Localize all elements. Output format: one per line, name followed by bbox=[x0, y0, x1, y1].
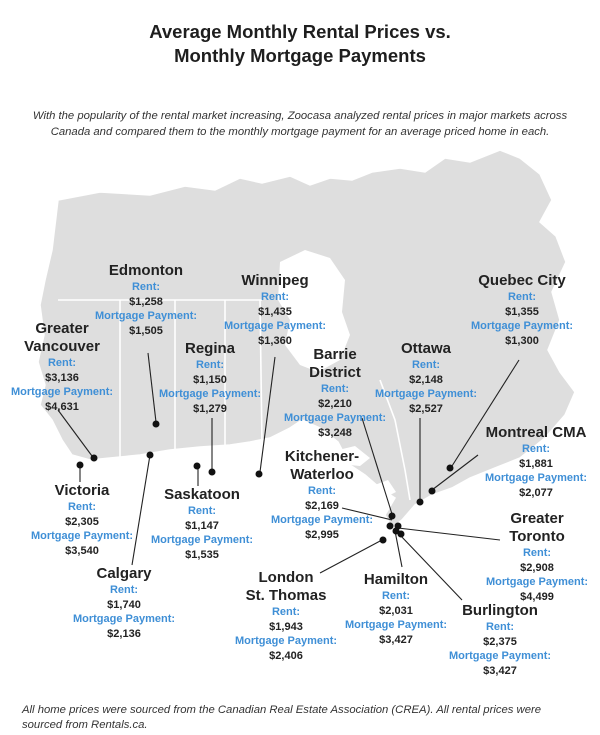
rent-label: Rent: bbox=[381, 590, 411, 602]
rent-value: $1,355 bbox=[505, 305, 539, 318]
mortgage-value: $1,360 bbox=[258, 334, 292, 347]
source-footnote: All home prices were sourced from the Canadian Real Estate Association (CREA). All rental prices were sourced from Rentals.ca. bbox=[22, 704, 542, 731]
mortgage-value: $3,427 bbox=[379, 633, 413, 646]
rent-label: Rent: bbox=[320, 383, 350, 395]
rent-label: Rent: bbox=[131, 281, 161, 293]
mortgage-label: Mortgage Payment: bbox=[374, 388, 478, 400]
marker-montreal bbox=[429, 488, 436, 495]
marker-barrie bbox=[389, 513, 396, 520]
city-name: Edmonton bbox=[108, 262, 184, 279]
rent-label: Rent: bbox=[521, 443, 551, 455]
rent-label: Rent: bbox=[307, 485, 337, 497]
rent-value: $2,210 bbox=[318, 397, 352, 410]
marker-quebec-city bbox=[447, 465, 454, 472]
city-name: Winnipeg bbox=[241, 272, 309, 289]
rent-value: $2,148 bbox=[409, 373, 443, 386]
mortgage-label: Mortgage Payment: bbox=[484, 472, 588, 484]
city-name-line-2: St. Thomas bbox=[245, 587, 327, 604]
mortgage-value: $1,505 bbox=[129, 324, 163, 337]
mortgage-label: Mortgage Payment: bbox=[283, 412, 387, 424]
mortgage-value: $3,248 bbox=[318, 426, 352, 439]
mortgage-label: Mortgage Payment: bbox=[10, 386, 114, 398]
city-winnipeg bbox=[215, 272, 335, 348]
rent-label: Rent: bbox=[195, 359, 225, 371]
mortgage-value: $2,077 bbox=[519, 486, 553, 499]
mortgage-label: Mortgage Payment: bbox=[344, 619, 448, 631]
city-name-line-2: Vancouver bbox=[24, 338, 100, 355]
rent-value: $2,031 bbox=[379, 604, 413, 617]
city-name-line-1: Barrie bbox=[313, 346, 357, 363]
rent-label: Rent: bbox=[507, 291, 537, 303]
city-name: Montreal CMA bbox=[485, 424, 587, 441]
rent-value: $1,435 bbox=[258, 305, 292, 318]
rent-label: Rent: bbox=[187, 505, 217, 517]
mortgage-value: $1,279 bbox=[193, 402, 227, 415]
mortgage-label: Mortgage Payment: bbox=[94, 310, 198, 322]
marker-kitchener bbox=[387, 523, 394, 530]
rent-label: Rent: bbox=[47, 357, 77, 369]
rent-label: Rent: bbox=[271, 606, 301, 618]
city-kitchener-waterloo bbox=[262, 448, 382, 542]
rent-value: $1,881 bbox=[519, 457, 553, 470]
city-name-line-2: Waterloo bbox=[290, 466, 354, 483]
mortgage-label: Mortgage Payment: bbox=[158, 388, 262, 400]
rent-value: $1,258 bbox=[129, 295, 163, 308]
mortgage-value: $2,995 bbox=[305, 528, 339, 541]
rent-value: $1,147 bbox=[185, 519, 219, 532]
city-greater-toronto bbox=[476, 510, 598, 604]
marker-burlington bbox=[398, 531, 405, 538]
mortgage-label: Mortgage Payment: bbox=[223, 320, 327, 332]
city-name: Saskatoon bbox=[164, 486, 240, 503]
city-saskatoon bbox=[142, 486, 262, 562]
mortgage-value: $4,631 bbox=[45, 400, 79, 413]
city-name-line-2: Toronto bbox=[509, 528, 565, 545]
city-regina bbox=[150, 340, 270, 416]
city-name-line-1: Kitchener- bbox=[284, 448, 360, 465]
rent-value: $2,375 bbox=[483, 635, 517, 648]
city-london-st-thomas bbox=[226, 569, 346, 663]
city-name: Victoria bbox=[54, 482, 110, 499]
rent-value: $3,136 bbox=[45, 371, 79, 384]
rent-label: Rent: bbox=[522, 547, 552, 559]
marker-greater-vancouver bbox=[91, 455, 98, 462]
rent-value: $1,943 bbox=[269, 620, 303, 633]
mortgage-value: $2,527 bbox=[409, 402, 443, 415]
title-line-2: Monthly Mortgage Payments bbox=[174, 45, 426, 66]
city-name: Ottawa bbox=[400, 340, 451, 357]
city-calgary bbox=[64, 565, 184, 641]
city-victoria bbox=[20, 482, 144, 558]
rent-value: $2,305 bbox=[65, 515, 99, 528]
marker-victoria bbox=[77, 462, 84, 469]
city-ottawa bbox=[366, 340, 486, 416]
city-name-line-1: London bbox=[258, 569, 314, 586]
subtitle: With the popularity of the rental market increasing, Zoocasa analyzed rental prices in major markets across Canada and compared them to the monthly mortgage payment for an average priced home in each. bbox=[32, 110, 568, 138]
rent-value: $2,908 bbox=[520, 561, 554, 574]
rent-label: Rent: bbox=[260, 291, 290, 303]
marker-calgary bbox=[147, 452, 154, 459]
rent-value: $2,169 bbox=[305, 499, 339, 512]
mortgage-label: Mortgage Payment: bbox=[72, 613, 176, 625]
city-burlington bbox=[438, 602, 562, 678]
rent-value: $1,740 bbox=[107, 598, 141, 611]
mortgage-label: Mortgage Payment: bbox=[470, 320, 574, 332]
city-quebec-city bbox=[462, 272, 582, 348]
mortgage-value: $2,406 bbox=[269, 649, 303, 662]
rent-label: Rent: bbox=[485, 621, 515, 633]
mortgage-label: Mortgage Payment: bbox=[30, 530, 134, 542]
mortgage-label: Mortgage Payment: bbox=[448, 650, 552, 662]
rent-label: Rent: bbox=[411, 359, 441, 371]
title-line-1: Average Monthly Rental Prices vs. bbox=[149, 21, 451, 42]
mortgage-value: $2,136 bbox=[107, 627, 141, 640]
mortgage-label: Mortgage Payment: bbox=[234, 635, 338, 647]
rent-label: Rent: bbox=[109, 584, 139, 596]
city-name: Regina bbox=[184, 340, 235, 357]
city-greater-vancouver bbox=[0, 320, 124, 414]
mortgage-value: $3,427 bbox=[483, 664, 517, 677]
rent-value: $1,150 bbox=[193, 373, 227, 386]
mortgage-label: Mortgage Payment: bbox=[150, 534, 254, 546]
mortgage-label: Mortgage Payment: bbox=[270, 514, 374, 526]
city-name: Burlington bbox=[462, 602, 538, 619]
marker-ottawa bbox=[417, 499, 424, 506]
mortgage-value: $1,535 bbox=[185, 548, 219, 561]
city-name-line-1: Greater bbox=[35, 320, 89, 337]
city-name: Calgary bbox=[96, 565, 152, 582]
city-name-line-2: District bbox=[309, 364, 361, 381]
marker-regina bbox=[209, 469, 216, 476]
mortgage-value: $1,300 bbox=[505, 334, 539, 347]
city-name: Hamilton bbox=[363, 571, 429, 588]
city-montreal-cma bbox=[474, 424, 598, 500]
marker-edmonton bbox=[153, 421, 160, 428]
city-name: Quebec City bbox=[478, 272, 566, 289]
mortgage-label: Mortgage Payment: bbox=[485, 576, 589, 588]
mortgage-value: $4,499 bbox=[520, 590, 554, 603]
rent-label: Rent: bbox=[67, 501, 97, 513]
marker-saskatoon bbox=[194, 463, 201, 470]
mortgage-value: $3,540 bbox=[65, 544, 99, 557]
city-name-line-1: Greater bbox=[510, 510, 564, 527]
